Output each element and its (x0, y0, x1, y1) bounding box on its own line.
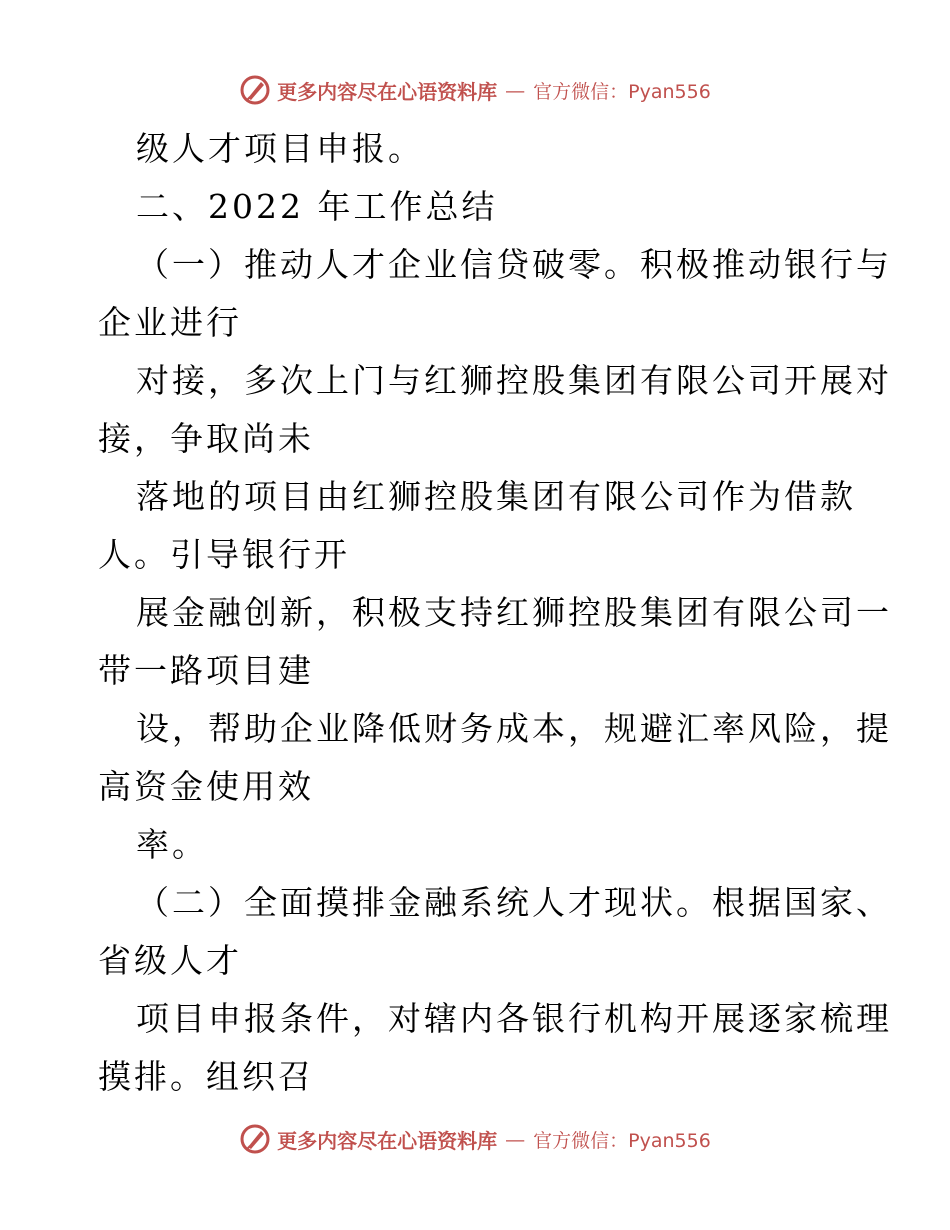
paragraph-line: （一）推动人才企业信贷破零。积极推动银行与 (136, 245, 892, 284)
paragraph-line: 对接，多次上门与红狮控股集团有限公司开展对 (136, 361, 892, 400)
paragraph-line: 摸排。组织召 (98, 1057, 314, 1096)
header-watermark (0, 70, 950, 110)
paragraph-line: 人。引导银行开 (98, 535, 350, 574)
paragraph-line: 率。 (136, 825, 208, 864)
footer-watermark (0, 1119, 950, 1159)
paragraph-line: （二）全面摸排金融系统人才现状。根据国家、 (136, 883, 892, 922)
quill-pen-icon (239, 1123, 271, 1155)
quill-pen-icon (239, 74, 271, 106)
document-body (98, 120, 892, 1106)
section-heading: 二、2022 年工作总结 (136, 187, 498, 226)
watermark-brand-text: 更多内容尽在心语资料库 (277, 1128, 498, 1153)
paragraph-line: 接，争取尚未 (98, 419, 314, 458)
paragraph-line: 高资金使用效 (98, 767, 314, 806)
paragraph-line: 落地的项目由红狮控股集团有限公司作为借款 (136, 477, 856, 516)
paragraph-line: 设，帮助企业降低财务成本，规避汇率风险，提 (136, 709, 892, 748)
paragraph-line: 级人才项目申报。 (136, 129, 424, 168)
watermark-contact-text: 官方微信：Pyan556 (533, 1129, 711, 1152)
watermark-brand-text: 更多内容尽在心语资料库 (277, 79, 498, 104)
watermark-group (239, 74, 711, 106)
paragraph-line: 省级人才 (98, 941, 242, 980)
watermark-dash: — (505, 78, 526, 102)
paragraph-line: 项目申报条件，对辖内各银行机构开展逐家梳理 (136, 999, 892, 1038)
paragraph-line: 展金融创新，积极支持红狮控股集团有限公司一 (136, 593, 892, 632)
paragraph-line: 企业进行 (98, 303, 242, 342)
paragraph-line: 带一路项目建 (98, 651, 314, 690)
watermark-group (239, 1123, 711, 1155)
watermark-contact-text: 官方微信：Pyan556 (533, 80, 711, 103)
watermark-dash: — (505, 1127, 526, 1151)
